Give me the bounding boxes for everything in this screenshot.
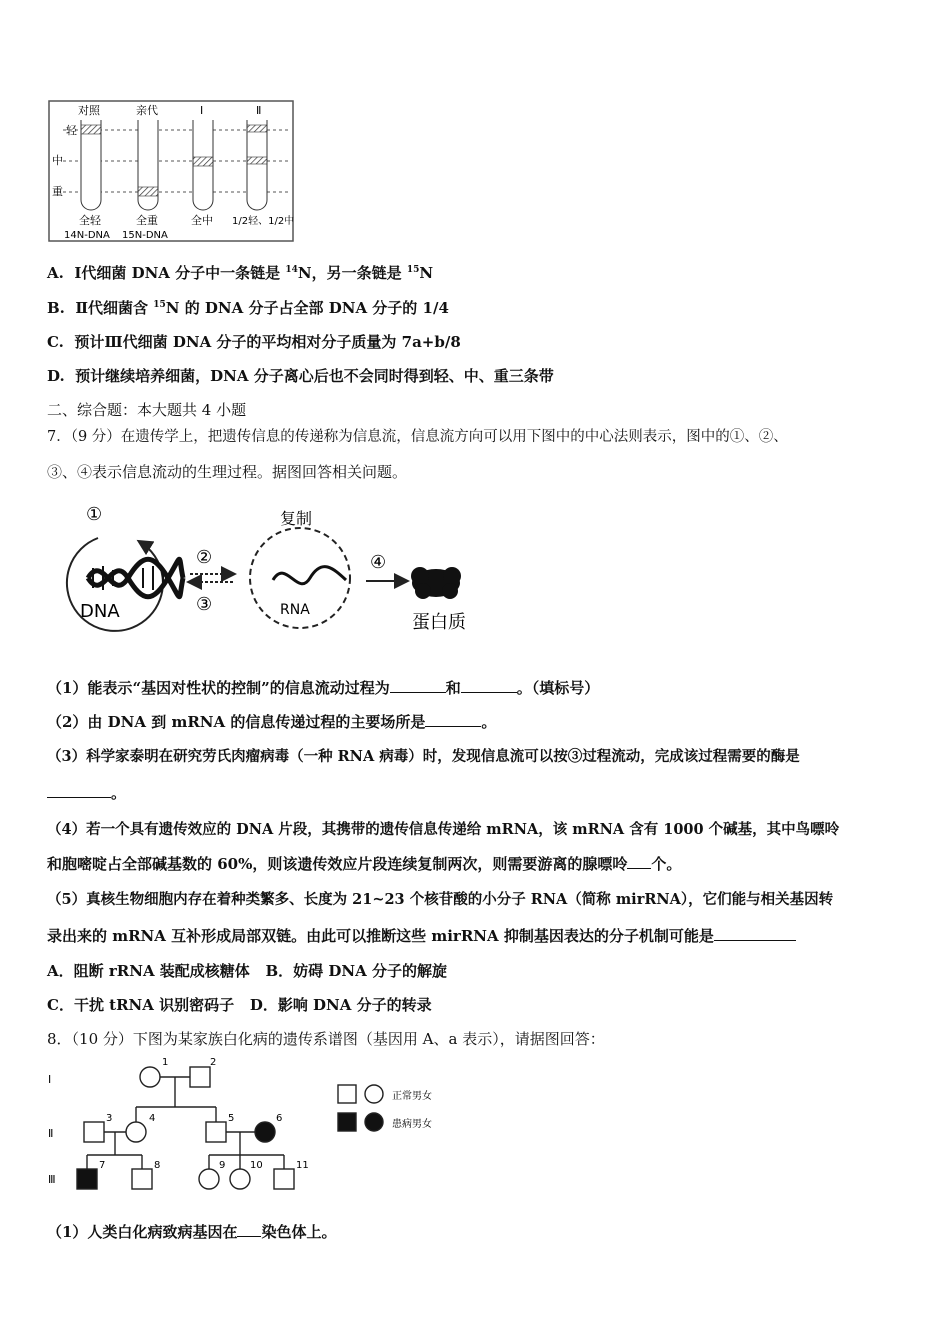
id-label: 11 [296, 1160, 309, 1171]
bottom-label: 1/2轻、1/2中 [232, 216, 295, 227]
band [247, 157, 267, 164]
q6-option-a: A. Ⅰ代细菌 DNA 分子中一条链是 $^{14}$N，另一条链是 $^{15}$N [47, 264, 434, 282]
tube-gen1 [191, 104, 213, 227]
individual-4-normal-female [126, 1122, 146, 1142]
copy-label: 复制 [280, 509, 313, 528]
individual-10-normal-female [230, 1169, 250, 1189]
answer-blank [425, 726, 481, 727]
band-label-mid: 中 [52, 154, 63, 167]
protein-icon [411, 567, 461, 599]
circle-num-3: ③ [196, 594, 213, 615]
tube-label: Ⅰ [200, 104, 204, 117]
individual-11-normal-male [274, 1169, 294, 1189]
legend-normal-male [338, 1085, 356, 1103]
answer-blank [237, 1236, 261, 1237]
individual-1-normal-female [140, 1067, 160, 1087]
q7-sub5-line1: （5）真核生物细胞内存在着种类繁多、长度为 21~23 个核苷酸的小分子 RNA（简称 mirRNA），它们能与相关基因转 [47, 891, 834, 908]
q7-sub3-line1: （3）科学家泰明在研究劳氏肉瘤病毒（一种 RNA 病毒）时，发现信息流可以按③过程流动，完成该过程需要的酶是 [47, 748, 800, 765]
tube-label: Ⅱ [256, 104, 262, 117]
q6-option-b: B. Ⅱ代细菌含 $^{15}$N 的 DNA 分子占全部 DNA 分子的 1/4 [47, 299, 449, 317]
legend-affected-male [338, 1113, 356, 1131]
protein-label: 蛋白质 [412, 612, 466, 633]
circle-num-1: ① [86, 504, 103, 525]
id-label: 2 [210, 1057, 217, 1068]
q7-sub5-line2: 录出来的 mRNA 互补形成局部双链。由此可以推断这些 mirRNA 抑制基因表达的分子机制可能是 [47, 925, 796, 946]
individual-5-normal-male [206, 1122, 226, 1142]
id-label: 6 [276, 1113, 283, 1124]
individual-2-normal-male [190, 1067, 210, 1087]
central-dogma-figure [48, 498, 488, 648]
individual-7-affected-male [77, 1169, 97, 1189]
q7-sub3-line2: 。 [47, 782, 126, 803]
rna-strand-icon [273, 567, 346, 584]
q7-intro-line1: 7．（9 分）在遗传学上，把遗传信息的传递称为信息流，信息流方向可以用下图中的中心法则表示，图中的①、②、 [47, 429, 788, 445]
dna-label: DNA [80, 601, 120, 622]
bottom-label: 全中 [191, 214, 213, 227]
legend-affected-label: 患病男女 [392, 1119, 432, 1130]
answer-blank [714, 940, 796, 941]
id-label: 1 [162, 1057, 169, 1068]
individual-8-normal-male [132, 1169, 152, 1189]
q7-sub4-line2: 和胞嘧啶占全部碱基数的 60%，则该遗传效应片段连续复制两次，则需要游离的腺嘌呤 个。 [47, 855, 682, 873]
band [81, 125, 101, 134]
q7-sub1: （1）能表示“基因对性状的控制”的信息流动过程为 和 。（填标号） [47, 679, 600, 697]
individual-9-normal-female [199, 1169, 219, 1189]
dna-helix-icon [88, 559, 183, 597]
gen-label-1: Ⅰ [48, 1073, 52, 1086]
answer-blank [390, 692, 446, 693]
tube-label: 亲代 [136, 104, 158, 117]
q7-sub2: （2）由 DNA 到 mRNA 的信息传递过程的主要场所是 。 [47, 713, 497, 731]
id-label: 3 [106, 1113, 113, 1124]
q8-sub1: （1）人类白化病致病基因在 染色体上。 [47, 1223, 337, 1241]
band-label-heavy: 重 [52, 185, 63, 198]
circle-num-4: ④ [370, 552, 387, 573]
id-label: 5 [228, 1113, 235, 1124]
legend-normal-label: 正常男女 [392, 1091, 432, 1102]
gen-label-3: Ⅲ [48, 1173, 56, 1186]
tube-parent [136, 103, 158, 227]
rna-label: RNA [280, 602, 310, 618]
tube-label: 对照 [78, 104, 100, 117]
answer-blank [461, 692, 517, 693]
id-label: 7 [99, 1160, 106, 1171]
bottom-label: 全重 [136, 214, 158, 227]
pedigree-figure [44, 1055, 464, 1195]
q7-options-row2: C．干扰 tRNA 识别密码子 D．影响 DNA 分子的转录 [47, 996, 432, 1014]
q6-option-c: C. 预计Ⅲ代细菌 DNA 分子的平均相对分子质量为 7a+b/8 [47, 333, 461, 351]
id-label: 4 [149, 1113, 156, 1124]
tube-control [78, 103, 102, 227]
circle-num-2: ② [196, 547, 213, 568]
band [193, 157, 213, 166]
legend-normal-female [365, 1085, 383, 1103]
band-label-light: 轻 [66, 124, 77, 137]
individual-3-normal-male [84, 1122, 104, 1142]
answer-blank [627, 868, 651, 869]
q7-options-row1: A．阻断 rRNA 装配成核糖体 B．妨碍 DNA 分子的解旋 [47, 962, 447, 980]
q6-option-d: D. 预计继续培养细菌，DNA 分子离心后也不会同时得到轻、中、重三条带 [47, 367, 554, 385]
band [247, 125, 267, 132]
bottom-sub-15n: 15N-DNA [122, 230, 168, 241]
bottom-label: 全轻 [79, 214, 101, 227]
q8-intro: 8．（10 分）下图为某家族白化病的遗传系谱图（基因用 A、a 表示），请据图回答： [47, 1030, 605, 1048]
q7-sub4-line1: （4）若一个具有遗传效应的 DNA 片段，其携带的遗传信息传递给 mRNA，该 mRNA 含有 1000 个碱基，其中鸟嘌呤 [47, 821, 840, 838]
legend-affected-female [365, 1113, 383, 1131]
bottom-sub-14n: 14N-DNA [64, 230, 110, 241]
id-label: 9 [219, 1160, 226, 1171]
id-label: 8 [154, 1160, 161, 1171]
q7-intro-line2: ③、④表示信息流动的生理过程。据图回答相关问题。 [47, 463, 408, 481]
centrifuge-figure [48, 100, 296, 243]
gen-label-2: Ⅱ [48, 1127, 54, 1140]
section-heading: 二、综合题：本大题共 4 小题 [47, 401, 247, 419]
id-label: 10 [250, 1160, 263, 1171]
individual-6-affected-female [255, 1122, 275, 1142]
tube-gen2 [232, 104, 294, 227]
band [138, 187, 158, 196]
answer-blank [47, 797, 111, 798]
